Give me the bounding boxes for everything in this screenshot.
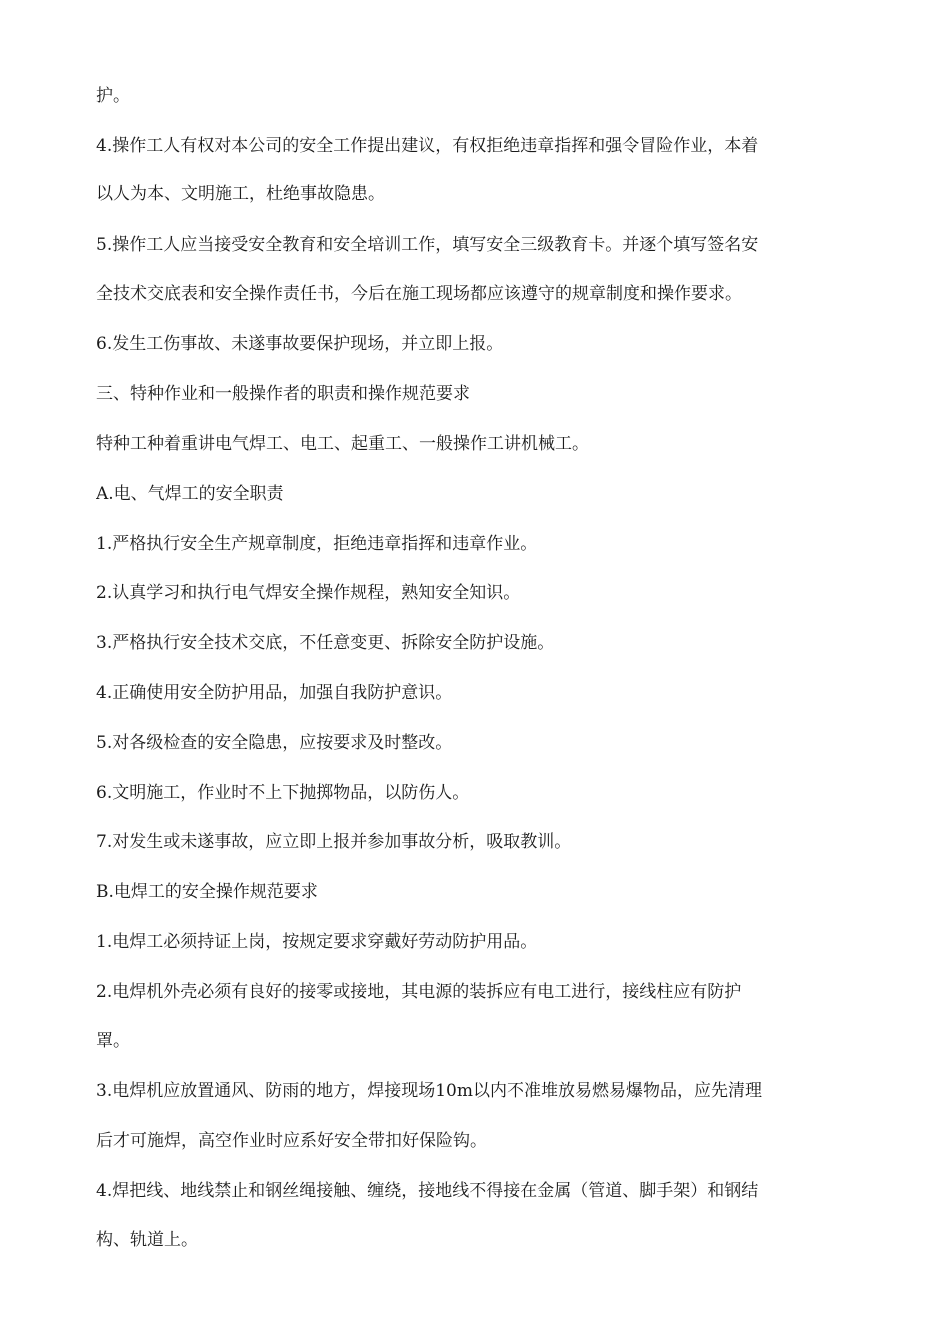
text-line: 特种工种着重讲电气焊工、电工、起重工、一般操作工讲机械工。 (96, 434, 589, 454)
text-line: 全技术交底表和安全操作责任书，今后在施工现场都应该遵守的规章制度和操作要求。 (96, 284, 742, 304)
section-heading: 三、特种作业和一般操作者的职责和操作规范要求 (96, 384, 470, 404)
text-line: 7.对发生或未遂事故，应立即上报并参加事故分析，吸取教训。 (96, 832, 572, 852)
text-line: 2.认真学习和执行电气焊安全操作规程，熟知安全知识。 (96, 583, 521, 603)
text-line: 罩。 (96, 1031, 130, 1051)
text-line: 3.严格执行安全技术交底，不任意变更、拆除安全防护设施。 (96, 633, 555, 653)
subsection-heading: A.电、气焊工的安全职责 (96, 484, 284, 504)
text-line: 5.操作工人应当接受安全教育和安全培训工作，填写安全三级教育卡。并逐个填写签名安 (96, 235, 759, 255)
text-line: 2.电焊机外壳必须有良好的接零或接地，其电源的装拆应有电工进行，接线柱应有防护 (96, 982, 742, 1002)
text-line: 6.发生工伤事故、未遂事故要保护现场，并立即上报。 (96, 334, 504, 354)
subsection-heading: B.电焊工的安全操作规范要求 (96, 882, 318, 902)
text-line: 6.文明施工，作业时不上下抛掷物品，以防伤人。 (96, 783, 470, 803)
text-line: 4.操作工人有权对本公司的安全工作提出建议，有权拒绝违章指挥和强令冒险作业，本着 (96, 136, 759, 156)
text-line: 3.电焊机应放置通风、防雨的地方，焊接现场10m以内不准堆放易燃易爆物品，应先清理 (96, 1081, 762, 1101)
text-line: 以人为本、文明施工，杜绝事故隐患。 (96, 184, 385, 204)
text-line: 构、轨道上。 (96, 1230, 198, 1250)
text-line: 后才可施焊，高空作业时应系好安全带扣好保险钩。 (96, 1131, 487, 1151)
text-line: 4.正确使用安全防护用品，加强自我防护意识。 (96, 683, 453, 703)
text-line: 4.焊把线、地线禁止和钢丝绳接触、缠绕，接地线不得接在金属（管道、脚手架）和钢结 (96, 1181, 759, 1201)
text-line: 1.电焊工必须持证上岗，按规定要求穿戴好劳动防护用品。 (96, 932, 538, 952)
text-line: 5.对各级检查的安全隐患，应按要求及时整改。 (96, 733, 453, 753)
text-line: 护。 (96, 86, 130, 106)
text-line: 1.严格执行安全生产规章制度，拒绝违章指挥和违章作业。 (96, 534, 538, 554)
